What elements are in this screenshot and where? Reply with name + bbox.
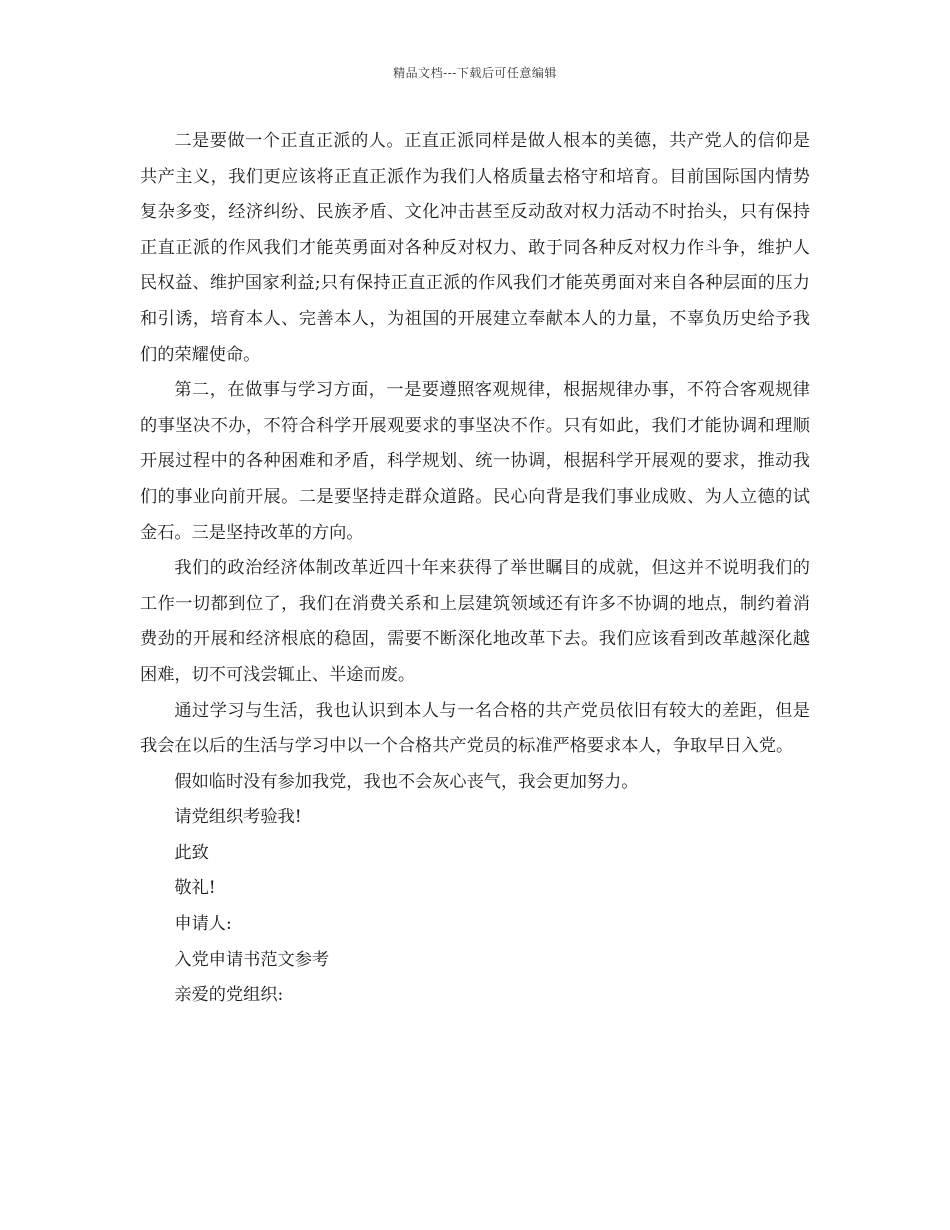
paragraph-commitment: 假如临时没有参加我党，我也不会灰心丧气，我会更加努力。	[174, 771, 639, 792]
section-title: 入党申请书范文参考	[174, 949, 330, 970]
applicant-label: 申请人:	[174, 914, 232, 935]
paragraph-upright-character: 二是要做一个正直正派的人。正直正派同样是做人根本的美德，共产党人的信仰是共产主义，我们更应该将正直正派作为我们人格质量去格守和培育。目前国际国内情势复杂多变，经济纠纷、民族矛盾、文化冲击甚至反动敌对权力活动不时抬头，只有保持正直正派的作风我们才能英勇面对各种反对权力、敢于同各种反对权力作斗争，维护人民权益、维护国家利益;只有保持正直正派的作风我们才能英勇面对来自各种层面的压力和引诱，培育本人、完善本人，为祖国的开展建立奉献本人的力量，不辜负历史给予我们的荣耀使命。	[140, 131, 810, 365]
paragraph-self-assessment: 通过学习与生活，我也认识到本人与一名合格的共产党员依旧有较大的差距，但是我会在以后的生活与学习中以一个合格共产党员的标准严格要求本人，争取早日入党。	[140, 700, 810, 757]
page-header: 精品文档---下载后可任意编辑	[393, 66, 557, 80]
paragraph-work-and-study: 第二，在做事与学习方面，一是要遵照客观规律，根据规律办事，不符合客观规律的事坚决不办，不符合科学开展观要求的事坚决不作。只有如此，我们才能协调和理顺开展过程中的各种困难和矛盾，科学规划、统一协调，根据科学开展观的要求，推动我们的事业向前开展。二是要坚持走群众道路。民心向背是我们事业成败、为人立德的试金石。三是坚持改革的方向。	[140, 380, 810, 543]
closing-regards: 敬礼!	[174, 878, 216, 899]
paragraph-reform: 我们的政治经济体制改革近四十年来获得了举世瞩目的成就，但这并不说明我们的工作一切都到位了，我们在消费关系和上层建筑领域还有许多不协调的地点，制约着消费劲的开展和经济根底的稳固，需要不断深化地改革下去。我们应该看到改革越深化越困难，切不可浅尝辄止、半途而废。	[140, 558, 810, 685]
document-body	[140, 124, 810, 1014]
greeting: 亲爱的党组织:	[174, 985, 284, 1006]
paragraph-request: 请党组织考验我!	[174, 807, 302, 828]
closing-salutation: 此致	[174, 842, 209, 863]
